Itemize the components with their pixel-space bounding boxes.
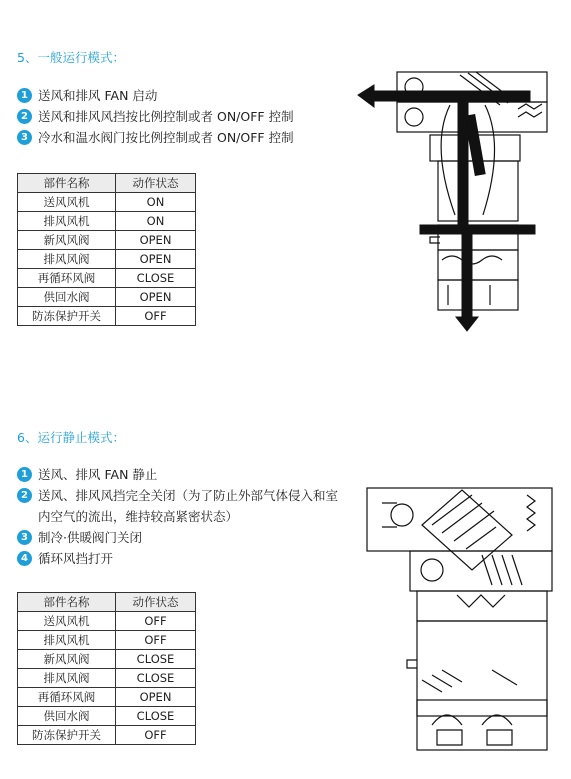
step-number-badge: 3 (17, 530, 32, 545)
table-row (18, 212, 196, 231)
step-text: 循环风挡打开 (38, 551, 114, 566)
header-component: 部件名称 (18, 174, 116, 193)
cell-component: 排风风阀 (18, 669, 116, 688)
table-row (18, 631, 196, 650)
table-row (18, 726, 196, 745)
step-number-badge: 1 (17, 88, 32, 103)
header-component: 部件名称 (18, 593, 116, 612)
step-text: 制冷·供暖阀门关闭 (38, 530, 142, 545)
cell-status: CLOSE (116, 650, 196, 669)
cell-component: 排风风机 (18, 631, 116, 650)
section-6-steps (17, 464, 343, 569)
table-header-row (18, 174, 196, 193)
section-5-title: 5、一般运行模式： (17, 50, 125, 65)
step-number-badge: 1 (17, 467, 32, 482)
cell-component: 防冻保护开关 (18, 726, 116, 745)
table-row (18, 650, 196, 669)
cell-component: 再循环风阀 (18, 269, 116, 288)
table-row (18, 193, 196, 212)
cell-status: OPEN (116, 688, 196, 707)
cell-status: CLOSE (116, 707, 196, 726)
table-row (18, 707, 196, 726)
step-number-badge: 4 (17, 551, 32, 566)
cell-status: CLOSE (116, 269, 196, 288)
step-item (17, 548, 343, 569)
cell-status: ON (116, 212, 196, 231)
cell-component: 再循环风阀 (18, 688, 116, 707)
header-status: 动作状态 (116, 174, 196, 193)
step-item (17, 106, 294, 127)
ahu-normal-operation-diagram (350, 65, 555, 335)
table-row (18, 669, 196, 688)
table-row (18, 269, 196, 288)
step-item (17, 485, 343, 527)
cell-component: 送风风机 (18, 612, 116, 631)
step-number-badge: 3 (17, 130, 32, 145)
section-5-steps (17, 85, 294, 148)
cell-status: OFF (116, 612, 196, 631)
section-6-title: 6、运行静止模式： (17, 430, 125, 445)
step-item (17, 127, 294, 148)
cell-status: OFF (116, 631, 196, 650)
cell-status: OPEN (116, 288, 196, 307)
step-number-badge: 2 (17, 488, 32, 503)
step-text: 送风和排风风挡按比例控制或者 ON/OFF 控制 (38, 109, 294, 124)
ahu-stopped-mode-diagram (362, 485, 562, 755)
step-number-badge: 2 (17, 109, 32, 124)
table-header-row (18, 593, 196, 612)
header-status: 动作状态 (116, 593, 196, 612)
table-row (18, 250, 196, 269)
step-item (17, 85, 294, 106)
table-row (18, 307, 196, 326)
cell-status: OFF (116, 307, 196, 326)
cell-component: 供回水阀 (18, 288, 116, 307)
table-row (18, 231, 196, 250)
cell-status: CLOSE (116, 669, 196, 688)
step-text: 冷水和温水阀门按比例控制或者 ON/OFF 控制 (38, 130, 294, 145)
cell-component: 防冻保护开关 (18, 307, 116, 326)
section-6-status-table (17, 592, 196, 745)
cell-component: 排风风阀 (18, 250, 116, 269)
step-text: 送风和排风 FAN 启动 (38, 88, 158, 103)
table-row (18, 288, 196, 307)
cell-status: OPEN (116, 250, 196, 269)
cell-component: 新风风阀 (18, 231, 116, 250)
step-item (17, 527, 343, 548)
cell-status: OPEN (116, 231, 196, 250)
cell-component: 排风风机 (18, 212, 116, 231)
cell-status: OFF (116, 726, 196, 745)
section-5-status-table (17, 173, 196, 326)
cell-component: 新风风阀 (18, 650, 116, 669)
table-row (18, 688, 196, 707)
cell-component: 供回水阀 (18, 707, 116, 726)
step-item (17, 464, 343, 485)
cell-component: 送风风机 (18, 193, 116, 212)
cell-status: ON (116, 193, 196, 212)
step-text: 送风、排风 FAN 静止 (38, 467, 158, 482)
step-text: 送风、排风风挡完全关闭（为了防止外部气体侵入和室内空气的流出，维持较高紧密状态） (38, 488, 339, 524)
table-row (18, 612, 196, 631)
